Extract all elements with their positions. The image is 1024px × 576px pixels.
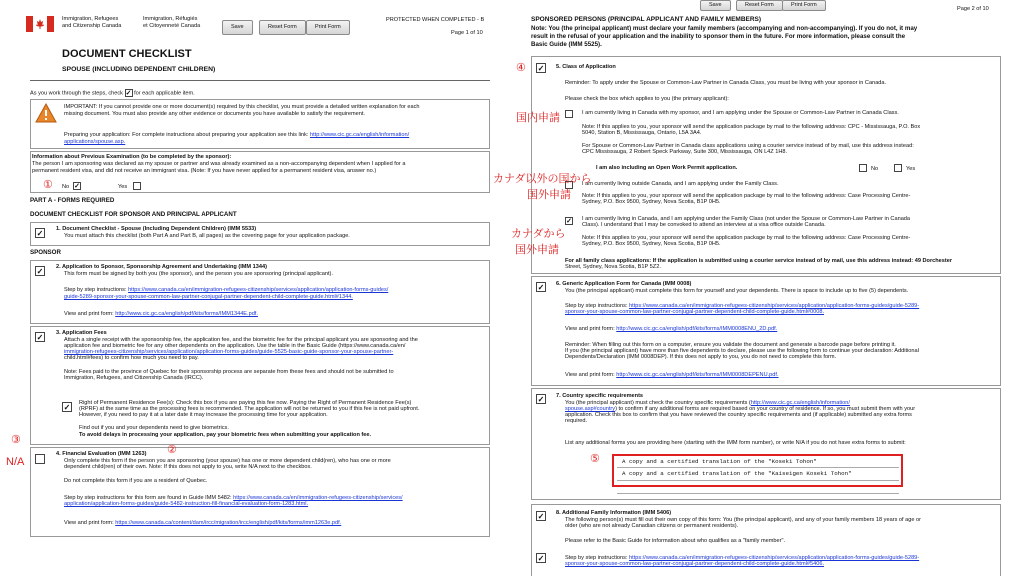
item-4-print-link[interactable]: https://www.canada.ca/content/dam/ircc/migration/ircc/english/pdf/kits/forms/imm1263e.pdf. xyxy=(115,520,342,526)
item-8b-checkbox[interactable]: ✓ xyxy=(537,554,545,563)
option-in-canada-class: I am currently living in Canada with my sponsor, and I am applying under the Spouse or Common-Law Partner in Canada Class. xyxy=(582,110,899,116)
checklist-heading: DOCUMENT CHECKLIST FOR SPONSOR AND PRINCIPAL APPLICANT xyxy=(30,211,237,218)
sponsored-note-2: result in the refusal of your application and the inability to sponsor them in the future. For more information, please consult the xyxy=(531,33,906,40)
item-6-checkbox[interactable]: ✓ xyxy=(537,283,545,292)
option-2-note-2: Sydney, P.O. Box 9500, Sydney, Nova Scotia, B1P 0H5. xyxy=(582,199,721,205)
important-text-1: IMPORTANT: If you cannot provide one or more document(s) required by this checklist, you must provide a detailed written explanation for each xyxy=(64,104,420,110)
page-subtitle: SPOUSE (INCLUDING DEPENDENT CHILDREN) xyxy=(62,66,216,73)
rprf-text-3: However, if you need to pay it at a later date it may increase the processing time for your application. xyxy=(79,412,328,418)
item-2-print: View and print form: http://www.cic.gc.ca/english/pdf/kits/forms/IMM1344E.pdf. xyxy=(64,311,258,317)
item-1-checkbox[interactable]: ✓ xyxy=(36,229,44,238)
option-2-note-1: Note: If this applies to you, your sponsor will send the application package by mail to the following address: Case Processing Centre- xyxy=(582,193,911,199)
item-1-text: You must attach this checklist (both Part A and Part B, all pages) as the covering page for your application package. xyxy=(64,233,350,239)
extra-form-2[interactable]: A copy and a certified translation of the "Kaiseigen Koseki Tohon" xyxy=(622,470,852,477)
option-in-canada-class-checkbox[interactable] xyxy=(565,110,573,118)
option-family-class-inside-checkbox[interactable]: ✓ xyxy=(566,218,572,225)
exam-yes-checkbox[interactable] xyxy=(133,182,141,190)
annotation-2: ② xyxy=(167,444,177,456)
exam-yes-label: Yes xyxy=(118,184,128,190)
exam-text-2: permanent resident visa, and did not receive an immigrant visa. (Note: If you have never applied for a permanent resident visa, answer no.) xyxy=(32,168,377,174)
item-8-step-link-cont[interactable]: sponsor-your-spouse-common-law-partner-conjugal-partner-dependent-child-complete-guide.html#5406. xyxy=(565,561,824,567)
item-4-step-link-cont[interactable]: application/application-forms-guides/guide-5482-instruction-fill-financial-evaluation-form-1283.html. xyxy=(64,501,309,507)
canada-flag-icon xyxy=(26,16,54,32)
item-4-line-2: dependent child(ren) of their own. Note: If this does not apply to you, write N/A next to the checkbox. xyxy=(64,464,312,470)
item-8-line-1: The following person(s) must fill out their own copy of this form: You (the principal applicant), and any of your family members 18 years of age or xyxy=(565,517,921,523)
annotation-outside-canada-2: 国外申請 xyxy=(527,189,571,201)
sponsored-note-1: Note: You (the principal applicant) must declare your family members (accompanying and non-accompanying). If you do not, it may xyxy=(531,25,918,32)
item-1-title: 1. Document Checklist - Spouse (Including Dependent Children) (IMM 5533) xyxy=(56,226,257,232)
item-6-title: 6. Generic Application Form for Canada (IMM 0008) xyxy=(556,281,692,287)
important-text-2: missing document. You must also provide any other evidence or documents you have available to satisfy the requirement. xyxy=(64,111,365,117)
item-2-title: 2. Application to Sponsor, Sponsorship Agreement and Undertaking (IMM 1344) xyxy=(56,264,267,270)
extra-form-1[interactable]: A copy and a certified translation of the "Koseki Tohon" xyxy=(622,458,817,465)
annotation-na: N/A xyxy=(6,456,25,468)
item-3-checkbox[interactable]: ✓ xyxy=(36,333,44,342)
reset-form-button-p2[interactable]: Reset Form xyxy=(736,0,783,11)
page-number-p2: Page 2 of 10 xyxy=(957,6,989,12)
item-4-line-1: Only complete this form if the person you are sponsoring (your spouse) has one or more dependent child(ren), who has one or more xyxy=(64,458,391,464)
rprf-checkbox[interactable]: ✓ xyxy=(63,403,71,412)
option-family-class-outside: I am currently living outside Canada, and I am applying under the Family Class. xyxy=(582,181,779,187)
item-3-line-2: application fee and biometric fee for any other dependents on the application. Use the table in the Basic Guide (https://www.canada.ca/en/ xyxy=(64,343,406,349)
item-6-print-2: View and print form: http://www.cic.gc.ca/english/pdf/kits/forms/IMM0008DEPENU.pdf. xyxy=(565,372,779,378)
item-4-step: Step by step instructions for this form are found in Guide IMM 5482: https://www.canada.ca/en/immigration-refugees-citizenship/services/ xyxy=(64,495,403,501)
item-4-step-link[interactable]: https://www.canada.ca/en/immigration-refugees-citizenship/services/ xyxy=(233,495,403,501)
item-2-step: Step by step instructions: https://www.canada.ca/en/immigration-refugees-citizenship/services/application/application-forms-guides/ xyxy=(64,287,389,293)
item-5-reminder: Reminder: To apply under the Spouse or Common-Law Partner in Canada Class, you must be living with your sponsor in Canada. xyxy=(565,80,887,86)
annotation-outside-canada-1: カナダ以外の国から xyxy=(493,173,592,185)
item-6-print: View and print form: http://www.cic.gc.ca/english/pdf/kits/forms/IMM0008ENU_2D.pdf. xyxy=(565,326,778,332)
option-3-note-2: Sydney, P.O. Box 9500, Sydney, Nova Scotia, B1P 0H5. xyxy=(582,241,721,247)
annotation-1: ① xyxy=(43,179,53,191)
sponsor-heading: SPONSOR xyxy=(30,249,61,256)
item-6-reminder-3: Dependents/Declaration (IMM 0008DEP). If this does not apply to you, you do not need to complete this form. xyxy=(565,354,837,360)
owp-yes-checkbox[interactable] xyxy=(894,164,902,172)
item-6-reminder-1: Reminder: When filling out this form on a computer, ensure you validate the document and generate a barcode page before printing it. xyxy=(565,342,896,348)
item-8-line-2: older (who are not already Canadian citizens or permanent residents). xyxy=(565,523,739,529)
country-requirements-link[interactable]: http://www.cic.gc.ca/english/information/ xyxy=(750,400,850,406)
item-4-line-3: Do not complete this form if you are a resident of Quebec. xyxy=(64,478,208,484)
item-6-print-link[interactable]: http://www.cic.gc.ca/english/pdf/kits/forms/IMM0008ENU_2D.pdf. xyxy=(616,326,778,332)
protected-label: PROTECTED WHEN COMPLETED - B xyxy=(386,17,485,23)
dept-name-fr-1: Immigration, Réfugiés xyxy=(143,16,198,22)
preparing-link-cont[interactable]: applications/spouse.asp. xyxy=(64,139,126,145)
option-1-note-1: Note: If this applies to you, your sponsor will send the application package by mail to the following address: CPC - Mississauga, P.O. Box xyxy=(582,124,921,130)
item-7-title: 7. Country specific requirements xyxy=(556,393,644,399)
item-4-checkbox[interactable] xyxy=(35,454,45,464)
item-3-note-1: Note: Fees paid to the province of Quebec for their sponsorship process are separate from these fees and should not be submitted to xyxy=(64,369,394,375)
annotation-from-canada-2: 国外申請 xyxy=(515,244,559,256)
item-5-please: Please check the box which applies to you (the primary applicant): xyxy=(565,96,729,102)
checklist-page-1 xyxy=(0,0,500,576)
sponsored-heading: SPONSORED PERSONS (PRINCIPAL APPLICANT AND FAMILY MEMBERS) xyxy=(531,16,762,23)
checklist-page-2 xyxy=(504,0,1024,576)
owp-no-checkbox[interactable] xyxy=(859,164,867,172)
item-7-line-4: required. xyxy=(565,418,588,424)
annotation-domestic-application: 国内申請 xyxy=(516,112,560,124)
annotation-5: ⑤ xyxy=(590,453,600,465)
option-3-note-1: Note: If this applies to you, your sponsor will send the application package by mail to the following address: Case Processing Centre- xyxy=(582,235,911,241)
dept-name-fr-2: et Citoyenneté Canada xyxy=(143,23,201,29)
exam-no-checkbox[interactable]: ✓ xyxy=(74,183,80,190)
print-form-button[interactable]: Print Form xyxy=(306,20,350,35)
item-8-title: 8. Additional Family Information (IMM 5406) xyxy=(556,510,672,516)
item-3-title: 3. Application Fees xyxy=(56,330,107,336)
sponsored-note-3: Basic Guide (IMM 5525). xyxy=(531,41,602,48)
page-title: DOCUMENT CHECKLIST xyxy=(62,48,192,60)
item-3-line-3[interactable]: immigration-refugees-citizenship/services/application/application-forms-guides/guide-5525-basic-guide-sponsor-your-spouse-partner- xyxy=(64,349,394,355)
courier-note-1: For all family class applications: If the application is submitted using a courier service instead of by mail, use this address instead: 49 Dorchester xyxy=(565,258,953,264)
warning-icon xyxy=(35,103,57,123)
exam-title: Information about Previous Examination (to be completed by the sponsor): xyxy=(32,154,232,160)
part-a-heading: PART A - FORMS REQUIRED xyxy=(30,197,115,204)
item-3-note-2: Immigration, Refugees, and Citizenship Canada (IRCC). xyxy=(64,375,204,381)
item-8-step: Step by step instructions: https://www.canada.ca/en/immigration-refugees-citizenship/services/application/application-forms-guides/guide-5289- xyxy=(565,555,920,561)
reset-form-button[interactable]: Reset Form xyxy=(259,20,306,35)
item-2-text: This form must be signed by both you (the sponsor), and the person you are sponsoring (principal applicant). xyxy=(64,271,333,277)
owp-no-label: No xyxy=(871,166,879,172)
annotation-4: ④ xyxy=(516,62,526,74)
preparing-text: Preparing your application: For complete instructions about preparing your application see this link: http://www.cic.gc.ca/english/information/ xyxy=(64,132,410,138)
item-7-checkbox[interactable]: ✓ xyxy=(537,395,545,404)
item-7-line-2: spouse.asp#country) to confirm if any additional forms are required based on your country of residence. If so, you must submit them with your xyxy=(565,406,916,412)
save-button-p2[interactable]: Save xyxy=(700,0,731,11)
sample-checkbox: ✓ xyxy=(125,90,132,97)
item-6-print-link-2[interactable]: http://www.cic.gc.ca/english/pdf/kits/forms/IMM0008DEPENU.pdf. xyxy=(616,372,779,378)
item-2-step-link-cont[interactable]: guide-5289-sponsor-your-spouse-common-law-partner-conjugal-partner-dependent-child-complete-guide.html#1344. xyxy=(64,294,353,300)
item-6-text: You (the principal applicant) must complete this form for yourself and your dependents. There is space to include up to five (5) dependents. xyxy=(565,288,909,294)
extra-form-2-rule xyxy=(617,480,899,481)
item-8-checkbox[interactable]: ✓ xyxy=(537,512,545,521)
owp-yes-label: Yes xyxy=(906,166,916,172)
rprf-text-2: (RPRF) at the same time as the processing fees is recommended. The application will not be returned to you if this fee is not paid upfront. xyxy=(79,406,420,412)
item-2-step-link[interactable]: https://www.canada.ca/en/immigration-refugees-citizenship/services/application/application-forms-guides/ xyxy=(128,287,389,293)
biometrics-text-2: To avoid delays in processing your application, pay your biometric fees when submitting your application fee. xyxy=(79,432,372,438)
save-button[interactable]: Save xyxy=(222,20,253,35)
item-7-line-3: application. Check this box to confirm that you have reviewed the country specific requirements and (if applicable) submitted any extra forms xyxy=(565,412,912,418)
item-8-guide: Please refer to the Basic Guide for information about who qualifies as a "family member". xyxy=(565,538,786,544)
dept-name-en-2: and Citizenship Canada xyxy=(62,23,122,29)
option-3-line-2: Class). I understand that I may be convoked to attend an interview at a visa office outside Canada. xyxy=(582,222,826,228)
rprf-text-1: Right of Permanent Residence Fee(s): Check this box if you are paying this fee now. Paying the Right of Permanent Residence Fee(s) xyxy=(79,400,412,406)
item-3-line-4: child.html#fees) to confirm how much you need to pay. xyxy=(64,355,199,361)
option-1-note-2: 5040, Station B, Mississauga, Ontario, L5A 3A4. xyxy=(582,130,702,136)
title-rule xyxy=(30,80,490,81)
biometrics-text-1: Find out if you and your dependents need to give biometrics. xyxy=(79,425,229,431)
country-requirements-link-cont[interactable]: spouse.asp#country xyxy=(565,406,616,412)
exam-no-label: No xyxy=(62,184,70,190)
item-4-print: View and print form: https://www.canada.ca/content/dam/ircc/migration/ircc/english/pdf/kits/forms/imm1263e.pdf. xyxy=(64,520,342,526)
page-number: Page 1 of 10 xyxy=(451,30,483,36)
item-7-line-1: You (the principal applicant) must check the country specific requirements (http://www.cic.gc.ca/english/information/ xyxy=(565,400,850,406)
item-3-line-1: Attach a single receipt with the sponsorship fee, the application fee, and the biometric fee for the principal applicant you are sponsoring and the xyxy=(64,337,418,343)
item-7-list-instruction: List any additional forms you are providing here (starting with the IMM form number), or write N/A if you do not have extra forms to submit: xyxy=(565,440,906,446)
print-form-button-p2[interactable]: Print Form xyxy=(782,0,826,11)
item-5-checkbox[interactable]: ✓ xyxy=(537,64,545,73)
item-6-reminder-2: If you (the principal applicant) have more than five dependents to declare, please use the following form to continue your declaration: Additional xyxy=(565,348,919,354)
item-8-step-link[interactable]: https://www.canada.ca/en/immigration-refugees-citizenship/services/application/application-forms-guides/guide-5289- xyxy=(629,555,920,561)
option-1-courier-2: CPC Mississauga, 2 Robert Speck Parkway, Suite 300, Mississauga, ON L4Z 1H8. xyxy=(582,149,788,155)
option-3-line-1: I am currently living in Canada, and I am applying under the Family Class (not under the Spouse or Common-Law Partner in Canada xyxy=(582,216,911,222)
exam-text-1: The person I am sponsoring was declared as my spouse or partner and was already examined as a non-accompanying dependent when I applied for a xyxy=(32,161,406,167)
item-6-step: Step by step instructions: https://www.canada.ca/en/immigration-refugees-citizenship/services/application/application-forms-guides/guide-5289- xyxy=(565,303,920,309)
item-6-step-link-cont[interactable]: sponsor-your-spouse-common-law-partner-conjugal-partner-dependent-child-complete-guide.html#0008. xyxy=(565,309,824,315)
item-2-print-link[interactable]: http://www.cic.gc.ca/english/pdf/kits/forms/IMM1344E.pdf. xyxy=(115,311,258,317)
intro-text: As you work through the steps, check ✓ for each applicable item. xyxy=(30,90,195,97)
item-6-step-link[interactable]: https://www.canada.ca/en/immigration-refugees-citizenship/services/application/application-forms-guides/guide-5289- xyxy=(629,303,920,309)
item-4-title: 4. Financial Evaluation (IMM 1263) xyxy=(56,451,147,457)
item-5-title: 5. Class of Application xyxy=(556,64,616,70)
extra-form-3-rule xyxy=(617,493,899,494)
dept-name-en-1: Immigration, Refugees xyxy=(62,16,119,22)
open-work-permit-label: I am also including an Open Work Permit application. xyxy=(596,165,738,171)
extra-form-1-rule xyxy=(617,467,899,468)
item-2-checkbox[interactable]: ✓ xyxy=(36,267,44,276)
preparing-link[interactable]: http://www.cic.gc.ca/english/information/ xyxy=(309,132,410,138)
option-1-courier-1: For Spouse or Common-Law Partner in Canada class applications using a courier service instead of by mail, use this address instead: xyxy=(582,143,914,149)
annotation-3: ③ xyxy=(11,434,21,446)
courier-note-2: Street, Sydney, Nova Scotia, B1P 5Z2. xyxy=(565,264,661,270)
annotation-from-canada-1: カナダから xyxy=(511,228,566,240)
